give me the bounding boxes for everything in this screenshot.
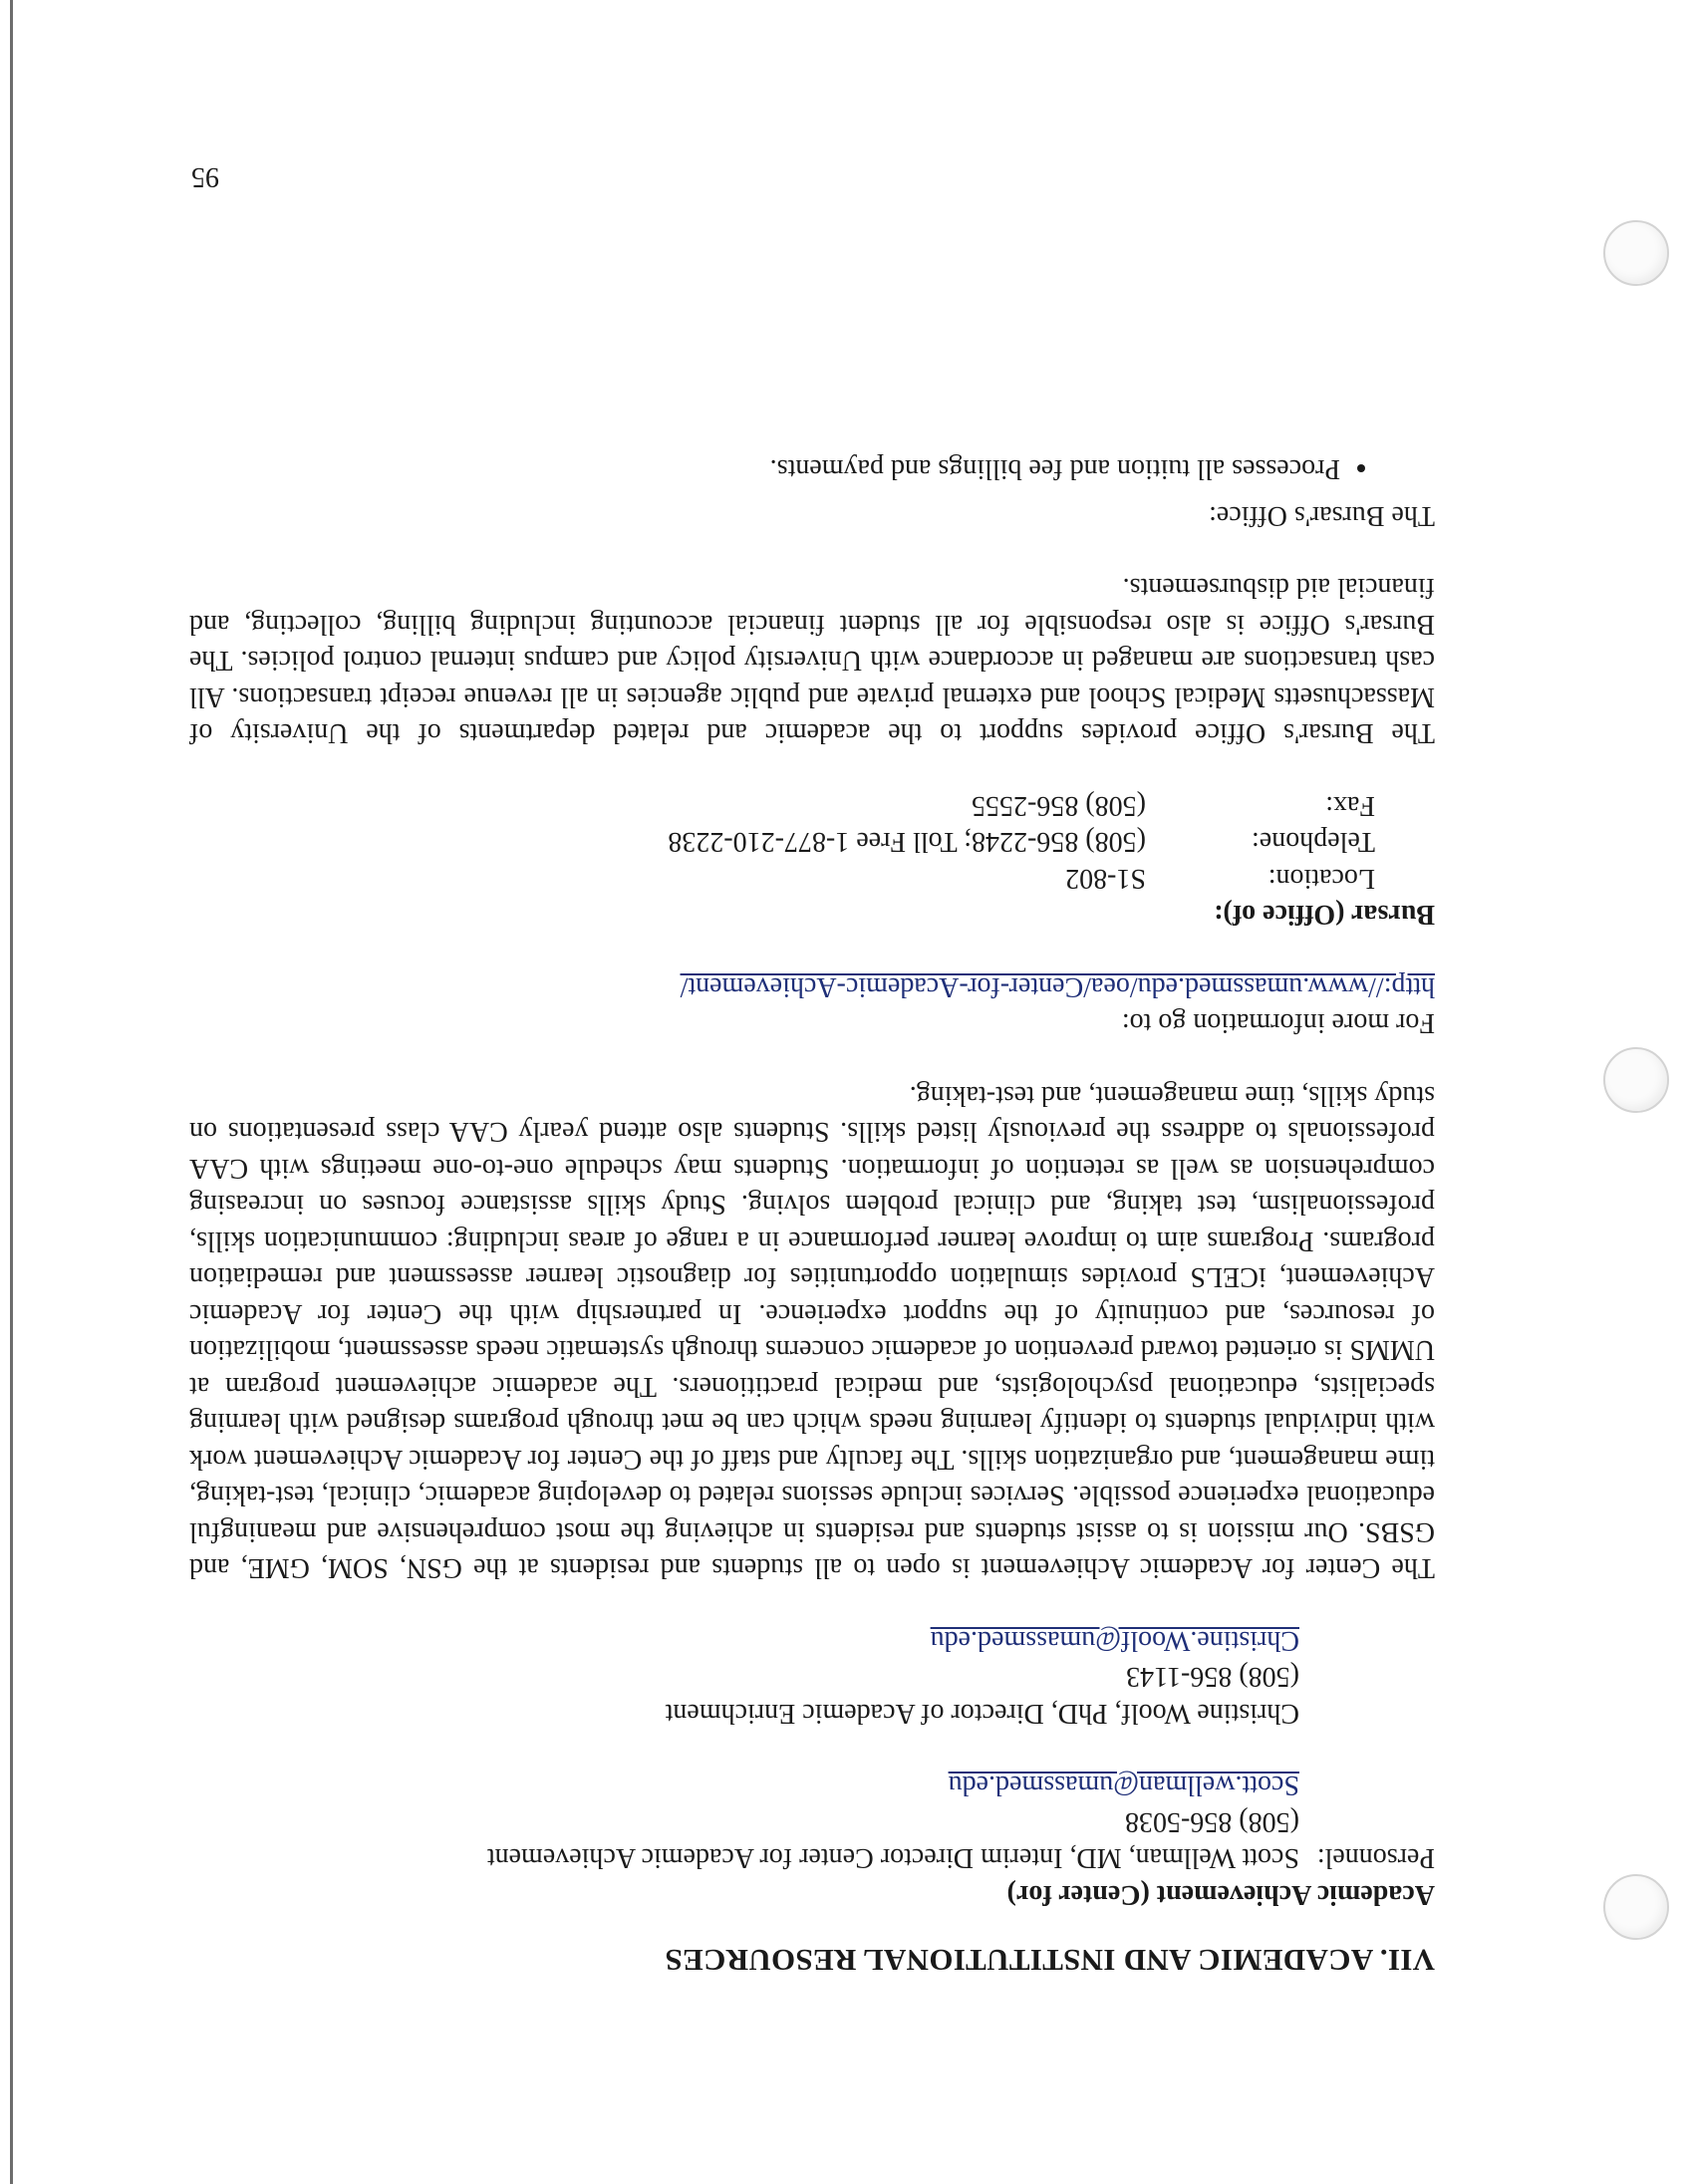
person2-email-link[interactable]: Christine.Woolf@umassmed.edu [930,1625,1299,1656]
bursar-telephone-label: Telephone: [1252,826,1375,858]
scan-edge-line [10,0,13,2184]
bursar-list-intro: The Bursar's Office: [1209,500,1435,531]
page-number: 95 [191,161,219,192]
list-item: • Processes all tuition and fee billings and payments. [189,450,1342,487]
academic-achievement-heading: Academic Achievement (Center for) [1006,1879,1435,1910]
bursar-fax-row [189,787,1375,824]
academic-achievement-description: The Center for Academic Achievement is open to all students and residents at the GSN, SOM, GME, and GSBS. Our mission is to assist students and residents in achieving the most comprehensive and meaningful educational experience possible. Services include sessions related to developing academic, clinical, test-taking, time management, and organization skills. The faculty and staff of the Center for Academic Achievement work with individual students to identify learning needs which can be met through programs designed with learning specialists, educational psychologists, and medical practitioners. The academic achievement program at UMMS is oriented toward prevention of academic concerns through systematic needs assessment, mobilization of resources, and continuity of the support experience. In partnership with the Center for Academic Achievement, iCELS provides simulation opportunities for diagnostic learner assessment and remediation programs. Programs aim to improve learner performance in a range of areas including: communication skills, professionalism, test taking, and clinical problem solving. Study skills assistance focuses on increasing comprehension as well as retention of information. Students may schedule one-to-one meetings with CAA professionals to address the previously listed skills. Students also attend yearly CAA class presentations on study skills, time management, and test-taking. [189,1080,1435,1584]
bursar-telephone-value: (508) 856-2248; Toll Free 1-877-210-2238 [668,826,1146,858]
punch-hole-middle [1603,1047,1669,1113]
bursar-description: The Bursar's Office provides support to the academic and related departments of the University of Massachusetts Medical School and external private and public agencies in all revenue receipt transactions. All cash transactions are managed in accordance with University policy and campus internal control policies. The Bursar's Office is also responsible for all student financial accounting including billing, collecting, and financial aid disbursements. [189,572,1435,749]
bursar-fax-value: (508) 856-2555 [972,790,1146,821]
punch-hole-top [1603,1874,1669,1940]
page-content [189,450,1435,1980]
personnel-row [189,1839,1435,1876]
more-info-label: For more information go to: [1121,1007,1435,1039]
person1-email-link[interactable]: Scott.wellman@umassmed.edu [948,1770,1299,1801]
personnel-label: Personnel: [1316,1842,1435,1874]
bursar-heading: Bursar (Office of): [1214,899,1435,931]
bursar-telephone-row [189,823,1375,860]
bursar-location-label: Location: [1267,863,1375,894]
bursar-location-row [189,860,1375,897]
bursar-fax-label: Fax: [1325,790,1375,821]
more-info-link[interactable]: http://www.umassmed.edu/oea/Center-for-Academic-Achievement/ [680,971,1435,1002]
bursar-list [189,450,1435,487]
person1-phone: (508) 856-5038 [1125,1806,1299,1837]
punch-hole-bottom [1603,220,1669,286]
person2-phone: (508) 856-1143 [1126,1661,1299,1693]
person2-name-title: Christine Woolf, PhD, Director of Academic Enrichment [665,1698,1299,1729]
section-title: VII. ACADEMIC AND INSTITUTIONAL RESOURCES [665,1943,1435,1978]
person1-name-title: Scott Wellman, MD, Interim Director Center for Academic Achievement [486,1842,1299,1874]
bursar-location-value: S1-802 [1065,863,1146,894]
